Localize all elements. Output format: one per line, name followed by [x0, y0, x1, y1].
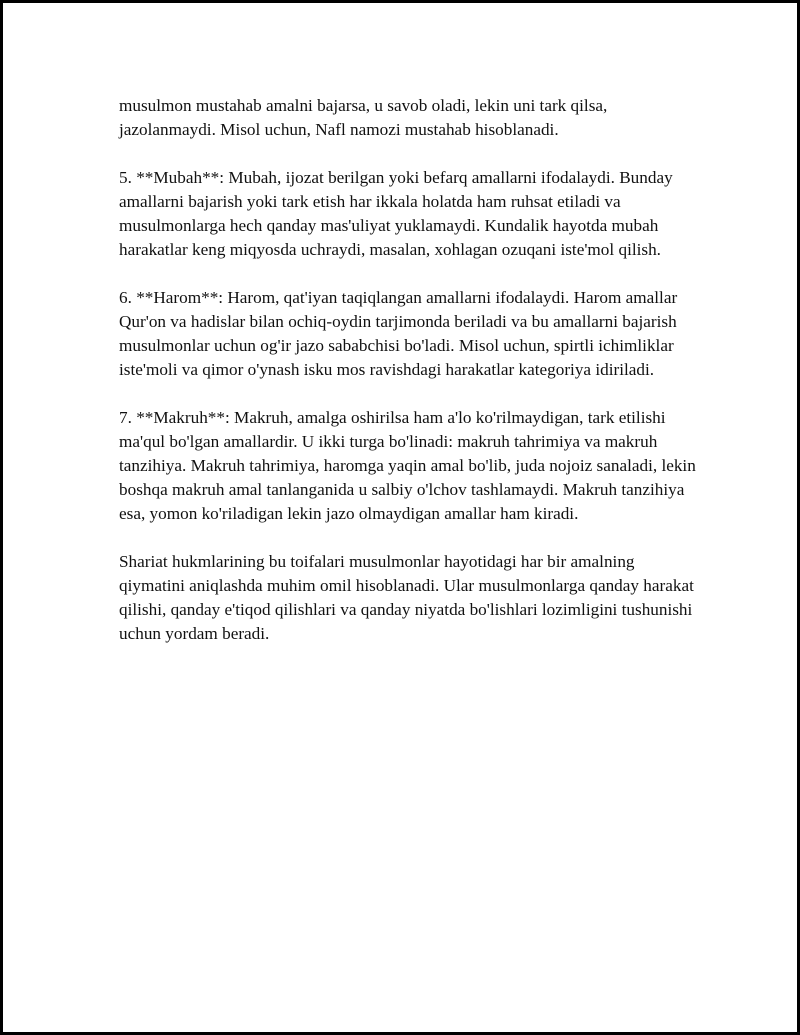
paragraph-makruh: 7. **Makruh**: Makruh, amalga oshirilsa ham a'lo ko'rilmaydigan, tark etilishi ma'qul bo'lgan amallardir. U ikki turga bo'linadi: makruh tahrimiya va makruh tanzihiya. Makruh tahrimiya, haromga yaqin amal bo'lib, juda nojoiz sanaladi, lekin boshqa makruh amal tanlanganida u salbiy o'lchov tashlamaydi. Makruh tanzihiya esa, yomon ko'riladigan lekin jazo olmaydigan amallar ham kiradi. — [119, 408, 696, 523]
paragraph-mubah: 5. **Mubah**: Mubah, ijozat berilgan yoki befarq amallarni ifodalaydi. Bunday amallarni bajarish yoki tark etish har ikkala holatda ham ruhsat etiladi va musulmonlarga hech qanday mas'uliyat yuklamaydi. Kundalik hayotda mubah harakatlar keng miqyosda uchraydi, masalan, xohlagan ozuqani iste'mol qilish. — [119, 168, 673, 259]
document-body — [119, 94, 699, 646]
paragraph-conclusion: Shariat hukmlarining bu toifalari musulmonlar hayotidagi har bir amalning qiymatini aniqlashda muhim omil hisoblanadi. Ular musulmonlarga qanday harakat qilishi, qanday e'tiqod qilishlari va qanday niyatda bo'lishlari lozimligini tushunishi uchun yordam beradi. — [119, 552, 694, 643]
paragraph-harom: 6. **Harom**: Harom, qat'iyan taqiqlangan amallarni ifodalaydi. Harom amallar Qur'on va hadislar bilan ochiq-oydin tarjimonda beriladi va bu amallarni bajarish musulmonlar uchun og'ir jazo sababchisi bo'ladi. Misol uchun, spirtli ichimliklar iste'moli va qimor o'ynash isku mos ravishdagi harakatlar kategoriya idiriladi. — [119, 288, 678, 379]
paragraph-mustahab-continuation: musulmon mustahab amalni bajarsa, u savob oladi, lekin uni tark qilsa, jazolanmaydi. Misol uchun, Nafl namozi mustahab hisoblanadi. — [119, 96, 608, 139]
